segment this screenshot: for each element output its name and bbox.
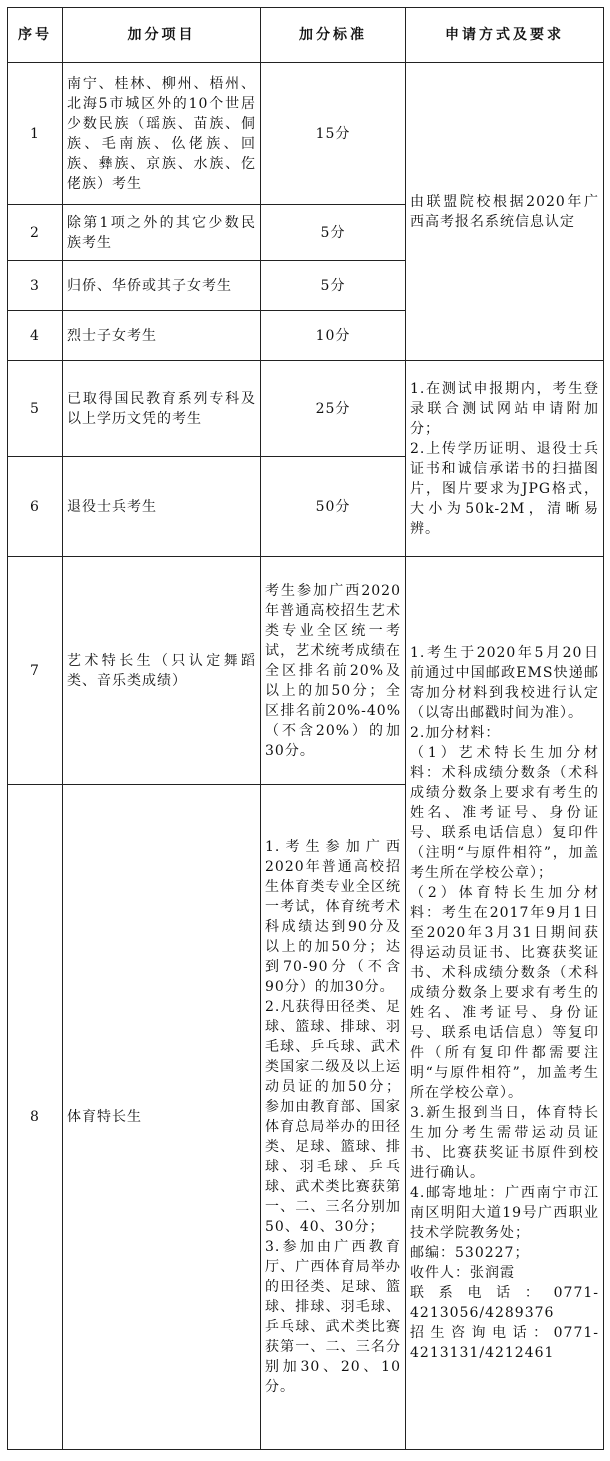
row-standard: 5分 <box>261 261 406 311</box>
row-no: 8 <box>8 785 63 1450</box>
table-header-row <box>8 8 604 63</box>
row-item: 归侨、华侨或其子女考生 <box>63 261 261 311</box>
bonus-points-table <box>7 7 604 1450</box>
header-method: 申请方式及要求 <box>406 8 604 63</box>
row-item: 退役士兵考生 <box>63 457 261 557</box>
row-standard: 1.考生参加广西2020年普通高校招生体育类专业全区统一考试，体育统考术科成绩达到90分及以上的加50分；达到70-90分（不含90分）的加30分。 2.凡获得田径类、足球、篮球、排球、羽毛球、乒乓球、武术类国家二级及以上运动员证的加50分；参加由教育部、国家体育总局举办的田径类、足球、篮球、排球、羽毛球、乒乓球、武术类比赛获第一、二、三名分别加50、40、30分； 3.参加由广西教育厅、广西体育局举办的田径类、足球、篮球、排球、羽毛球、乒乓球、武术类比赛获第一、二、三名分别加30、20、10分。 <box>261 785 406 1450</box>
row-no: 2 <box>8 205 63 261</box>
row-no: 7 <box>8 557 63 785</box>
row-standard: 考生参加广西2020年普通高校招生艺术类专业全区统一考试，艺术统考成绩在全区排名前20%及以上的加50分；全区排名前20%-40%（不含20%）的加30分。 <box>261 557 406 785</box>
header-standard: 加分标准 <box>261 8 406 63</box>
row-standard: 10分 <box>261 311 406 361</box>
method-cell-c: 1.考生于2020年5月20日前通过中国邮政EMS快递邮寄加分材料到我校进行认定（以寄出邮戳时间为准）。 2.加分材料： （1）艺术特长生加分材料：术科成绩分数条（术科成绩分数条上要求有考生的姓名、准考证号、身份证号、联系电话信息）复印件（注明“与原件相符”，加盖考生所在学校公章）； （2）体育特长生加分材料：考生在2017年9月1日至2020年3月31日期间获得运动员证书、比赛获奖证书、术科成绩分数条（术科成绩分数条上要求有考生的姓名、准考证号、身份证号、联系电话信息）等复印件（所有复印件都需要注明“与原件相符”，加盖考生所在学校公章）。 3.新生报到当日，体育特长生加分考生需带运动员证书、比赛获奖证书原件到校进行确认。 4.邮寄地址：广西南宁市江南区明阳大道19号广西职业技术学院教务处； 邮编：530227； 收件人：张润霞 联系电话：0771-4213056/4289376 招生咨询电话：0771-4213131/4212461 <box>406 557 604 1450</box>
row-no: 3 <box>8 261 63 311</box>
row-item: 艺术特长生（只认定舞蹈类、音乐类成绩） <box>63 557 261 785</box>
row-item: 除第1项之外的其它少数民族考生 <box>63 205 261 261</box>
row-standard: 25分 <box>261 361 406 457</box>
row-item: 南宁、桂林、柳州、梧州、北海5市城区外的10个世居少数民族（瑶族、苗族、侗族、毛南族、仫佬族、回族、彝族、京族、水族、仡佬族）考生 <box>63 63 261 205</box>
table-row <box>8 557 604 785</box>
row-no: 1 <box>8 63 63 205</box>
table-row <box>8 361 604 457</box>
row-standard: 15分 <box>261 63 406 205</box>
method-cell-b: 1.在测试申报期内，考生登录联合测试网站申请附加分； 2.上传学历证明、退役士兵证书和诚信承诺书的扫描图片，图片要求为JPG格式，大小为50k-2M，清晰易辨。 <box>406 361 604 557</box>
row-no: 4 <box>8 311 63 361</box>
method-cell-a: 由联盟院校根据2020年广西高考报名系统信息认定 <box>406 63 604 361</box>
row-standard: 5分 <box>261 205 406 261</box>
header-item: 加分项目 <box>63 8 261 63</box>
row-item: 体育特长生 <box>63 785 261 1450</box>
row-no: 5 <box>8 361 63 457</box>
table-row <box>8 63 604 205</box>
header-no: 序号 <box>8 8 63 63</box>
row-item: 已取得国民教育系列专科及以上学历文凭的考生 <box>63 361 261 457</box>
row-item: 烈士子女考生 <box>63 311 261 361</box>
row-no: 6 <box>8 457 63 557</box>
row-standard: 50分 <box>261 457 406 557</box>
